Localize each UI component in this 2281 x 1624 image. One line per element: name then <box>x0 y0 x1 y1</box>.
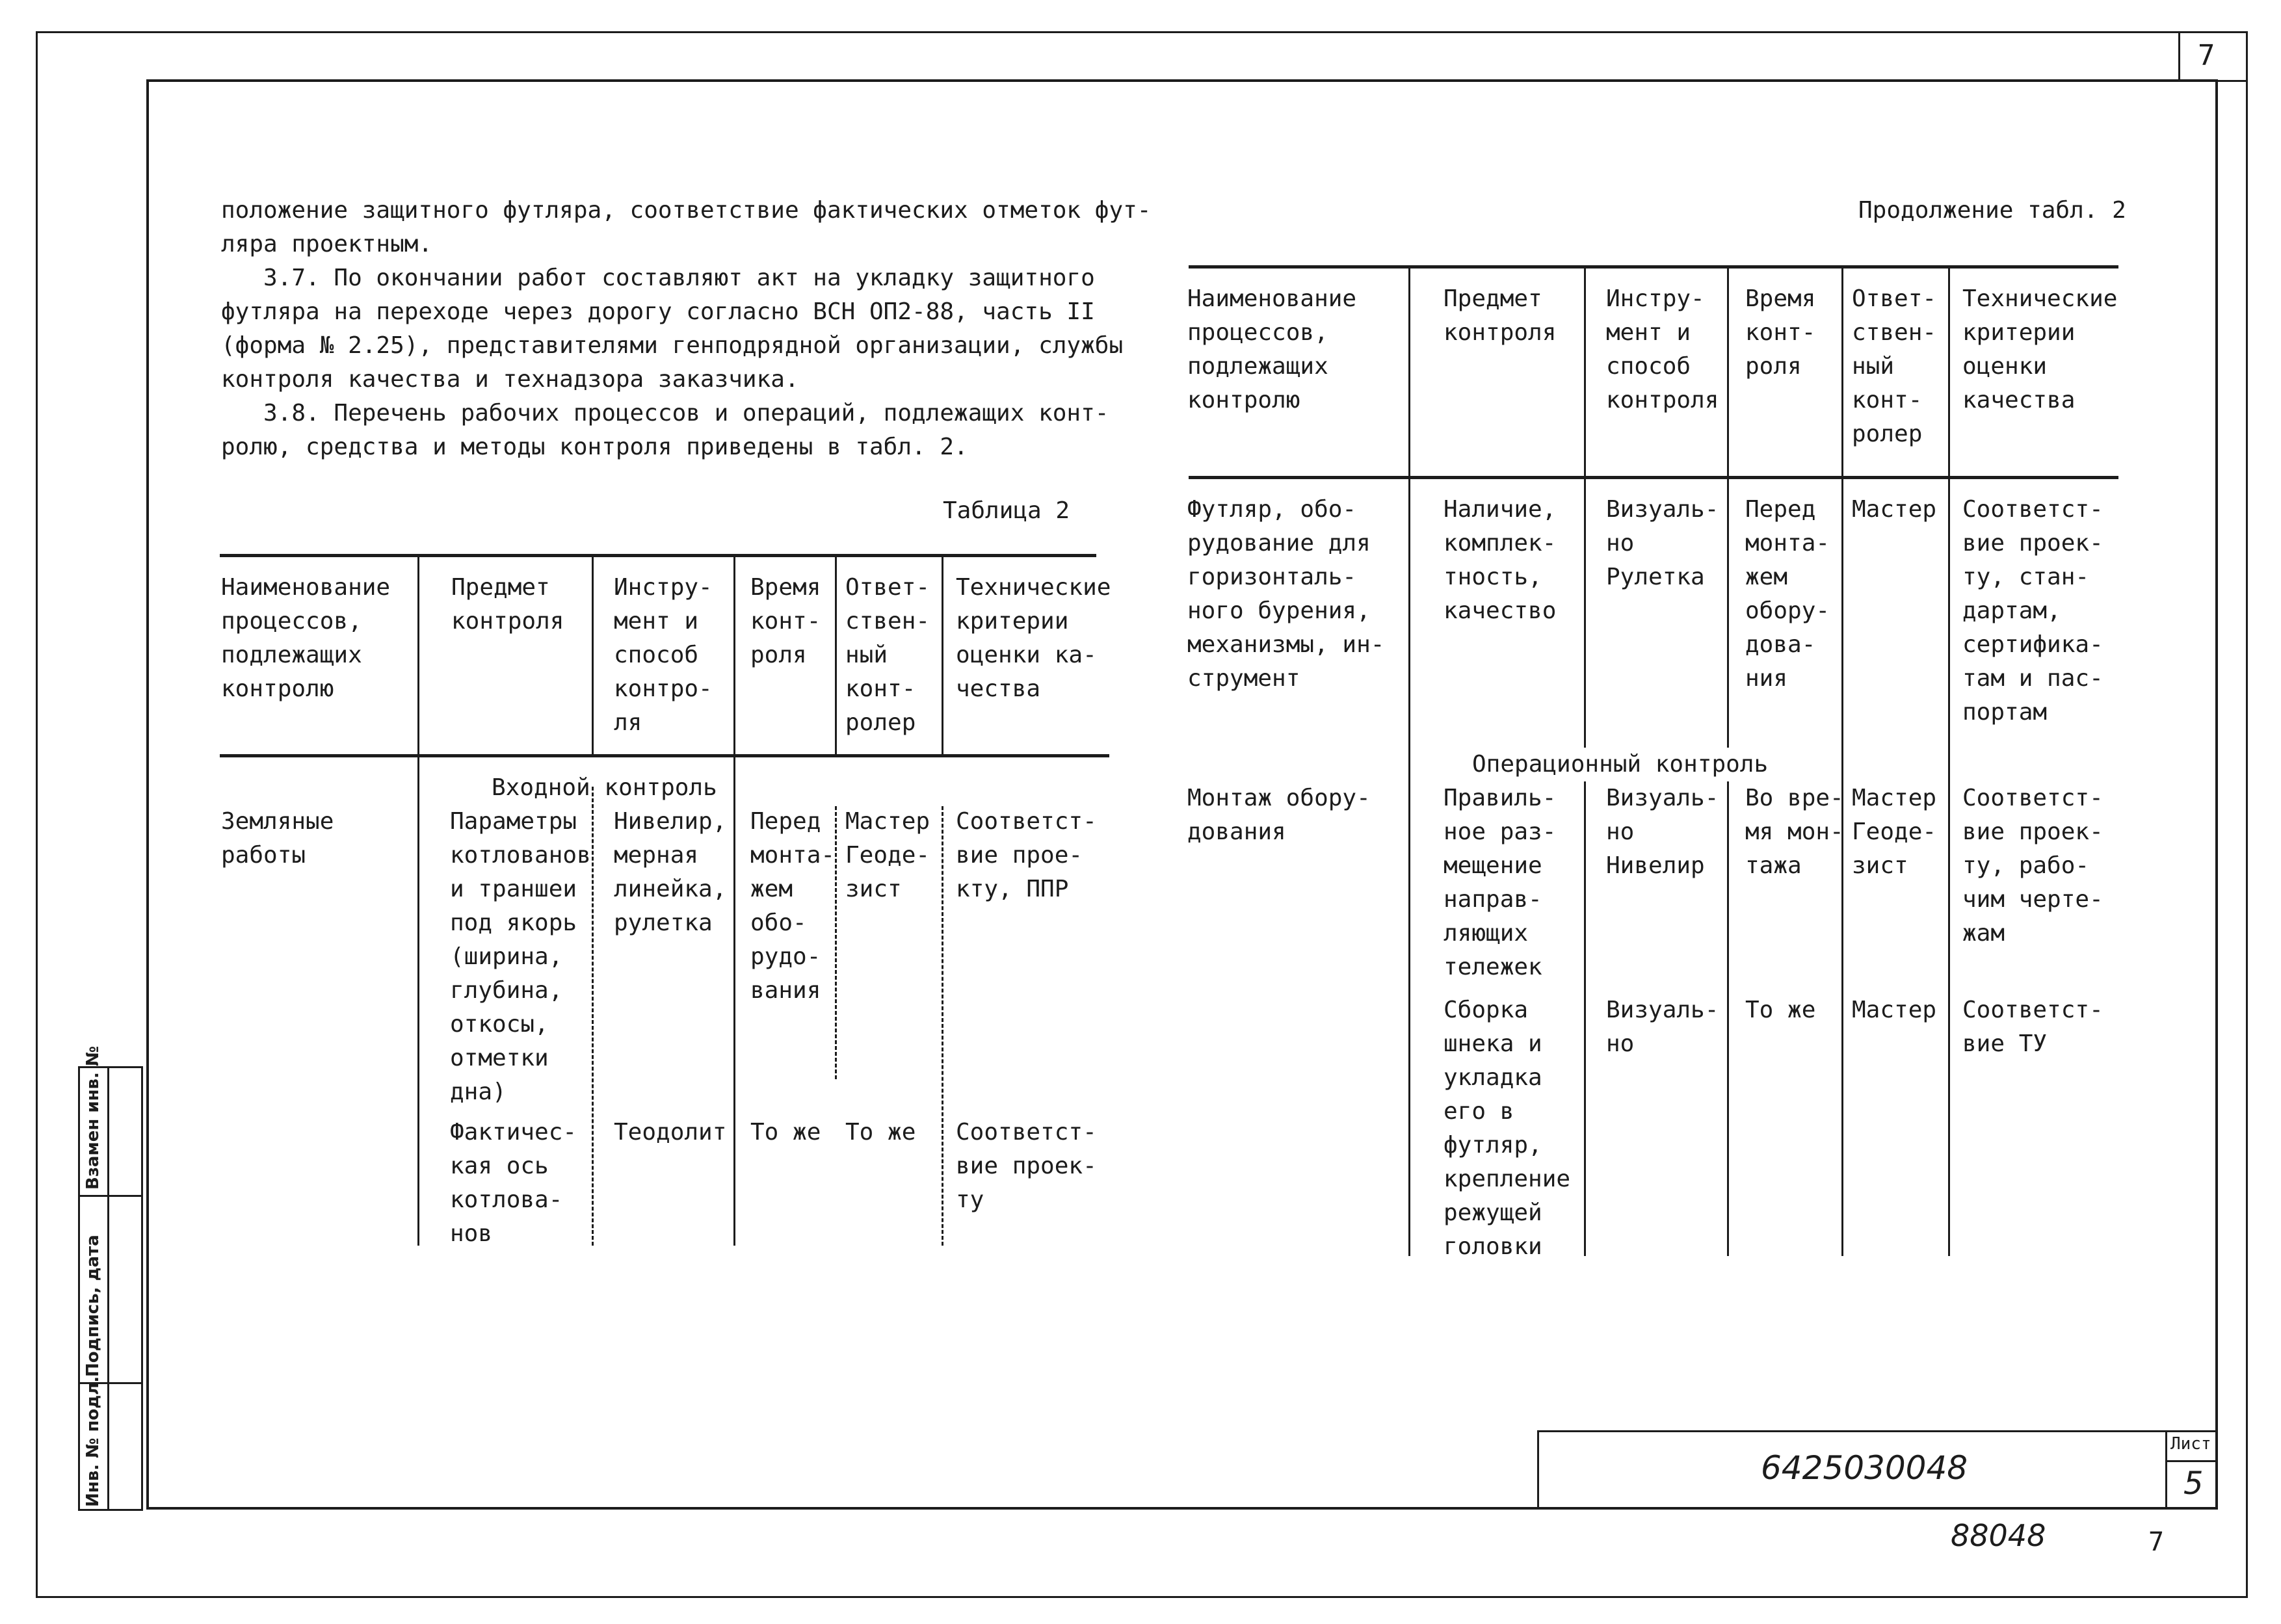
text-line: (форма № 2.25), представителями генподрядной организации, службы <box>221 332 1124 359</box>
table-cell: То же <box>1745 997 1816 1023</box>
text-line: положение защитного футляра, соответствие фактических отметок фут- <box>221 197 1152 224</box>
table-cell: Мастер Геоде- зист <box>845 808 930 902</box>
table-cell: Наличие, комплек- тность, качество <box>1444 496 1557 624</box>
bottom-page-number: 7 <box>2148 1527 2165 1557</box>
table-header: Предмет контроля <box>451 574 564 635</box>
table-header: Инстру- мент и способ контроля <box>1606 285 1719 413</box>
table-header: Технические критерии оценки ка- чества <box>956 574 1111 702</box>
document-code: 6425030048 <box>1761 1449 1968 1487</box>
section-label: Входной контроль <box>492 774 717 801</box>
table-cell: Нивелир, мерная линейка, рулетка <box>614 808 727 936</box>
column-divider <box>733 557 735 1246</box>
table-cell: Перед монта- жем обору- дова- ния <box>1745 496 1830 692</box>
table-cell: Фактичес- кая ось котлова- нов <box>450 1119 577 1247</box>
table-cell: Мастер <box>1852 997 1937 1023</box>
corner-page-number: 7 <box>2198 39 2215 72</box>
text-line: 3.8. Перечень рабочих процессов и операций, подлежащих конт- <box>221 400 1109 426</box>
table-cell: Правиль- ное раз- мещение направ- ляющих тележек <box>1444 785 1557 980</box>
column-divider <box>417 557 419 1246</box>
table-cell: Визуаль- но <box>1606 997 1719 1057</box>
table-header: Время конт- роля <box>750 574 821 668</box>
sidebar-divider <box>78 1195 143 1197</box>
column-divider <box>592 787 594 1246</box>
section-label: Операционный контроль <box>1472 748 1768 781</box>
table-cell: Во вре- мя мон- тажа <box>1745 785 1844 879</box>
text-line: контроля качества и технадзора заказчика. <box>221 366 799 393</box>
column-divider <box>942 557 943 755</box>
column-divider <box>1841 268 1843 1256</box>
process-name: Монтаж обору- дования <box>1187 785 1371 845</box>
table-cell: Мастер Геоде- зист <box>1852 785 1937 879</box>
table-rule <box>220 754 1109 757</box>
column-divider <box>592 557 594 755</box>
column-divider <box>835 557 837 755</box>
table-cell: Футляр, обо- рудование для горизонталь- ного бурения, механизмы, ин- струмент <box>1187 496 1385 692</box>
table-rule <box>220 554 1096 557</box>
column-divider <box>942 806 943 1246</box>
table-caption: Таблица 2 <box>943 497 1070 524</box>
table-header: Предмет контроля <box>1444 285 1557 346</box>
table-cell: Теодолит <box>614 1119 727 1146</box>
table-cell: Параметры котлованов и траншеи под якорь (ширина, глубина, откосы, отметки дна) <box>450 808 591 1105</box>
sheet-label: Лист <box>2170 1434 2211 1454</box>
table-cell: То же <box>845 1119 916 1146</box>
table-rule <box>1189 265 2118 268</box>
table-cell: Соответст- вие проек- ту <box>956 1119 1097 1213</box>
table-header: Технические критерии оценки качества <box>1962 285 2118 413</box>
column-divider <box>835 806 837 1079</box>
column-divider <box>1948 268 1950 1256</box>
table-header: Ответ- ствен- ный конт- ролер <box>1852 285 1937 447</box>
sheet-number: 5 <box>2183 1465 2204 1502</box>
table-cell: Перед монта- жем обо- рудо- вания <box>750 808 836 1004</box>
table-header: Ответ- ствен- ный конт- ролер <box>845 574 930 736</box>
archive-number: 88048 <box>1951 1518 2046 1553</box>
table-cell: Соответст- вие ТУ <box>1962 997 2103 1057</box>
table-header: Наименование процессов, подлежащих контролю <box>221 574 391 702</box>
table-cell: Визуаль- но Нивелир <box>1606 785 1719 879</box>
table-header: Наименование процессов, подлежащих контролю <box>1187 285 1357 413</box>
table-cell: То же <box>750 1119 821 1146</box>
table-rule <box>1189 476 2118 479</box>
table-cell: Соответст- вие проек- ту, стан- дартам, сертифика- там и пас- портам <box>1962 496 2103 726</box>
title-block-divider <box>2165 1430 2167 1510</box>
text-line: 3.7. По окончании работ составляют акт на укладку защитного <box>221 265 1095 291</box>
table-cell: Сборка шнека и укладка его в футляр, крепление режущей головки <box>1444 997 1571 1260</box>
table-cell: Визуаль- но Рулетка <box>1606 496 1719 590</box>
sidebar-label-inventory: Инв. № подл. <box>83 1376 103 1507</box>
table-header: Инстру- мент и способ контро- ля <box>614 574 713 736</box>
column-divider <box>1408 268 1410 1256</box>
sidebar-divider <box>107 1066 109 1511</box>
process-name: Земляные работы <box>221 808 334 869</box>
table-caption: Продолжение табл. 2 <box>1858 197 2126 224</box>
text-line: ролю, средства и методы контроля приведены в табл. 2. <box>221 434 968 460</box>
text-line: ляра проектным. <box>221 231 433 257</box>
sidebar-label-signature: Подпись, дата <box>83 1235 103 1377</box>
table-cell: Мастер <box>1852 496 1937 523</box>
sidebar-label-replace: Взамен инв. № <box>83 1045 103 1190</box>
title-block-divider <box>2165 1460 2218 1462</box>
table-cell: Соответст- вие прое- кту, ППР <box>956 808 1097 902</box>
table-cell: Соответст- вие проек- ту, рабо- чим черте- жам <box>1962 785 2103 947</box>
text-line: футляра на переходе через дорогу согласно ВСН ОП2-88, часть II <box>221 298 1095 325</box>
table-header: Время конт- роля <box>1745 285 1816 380</box>
